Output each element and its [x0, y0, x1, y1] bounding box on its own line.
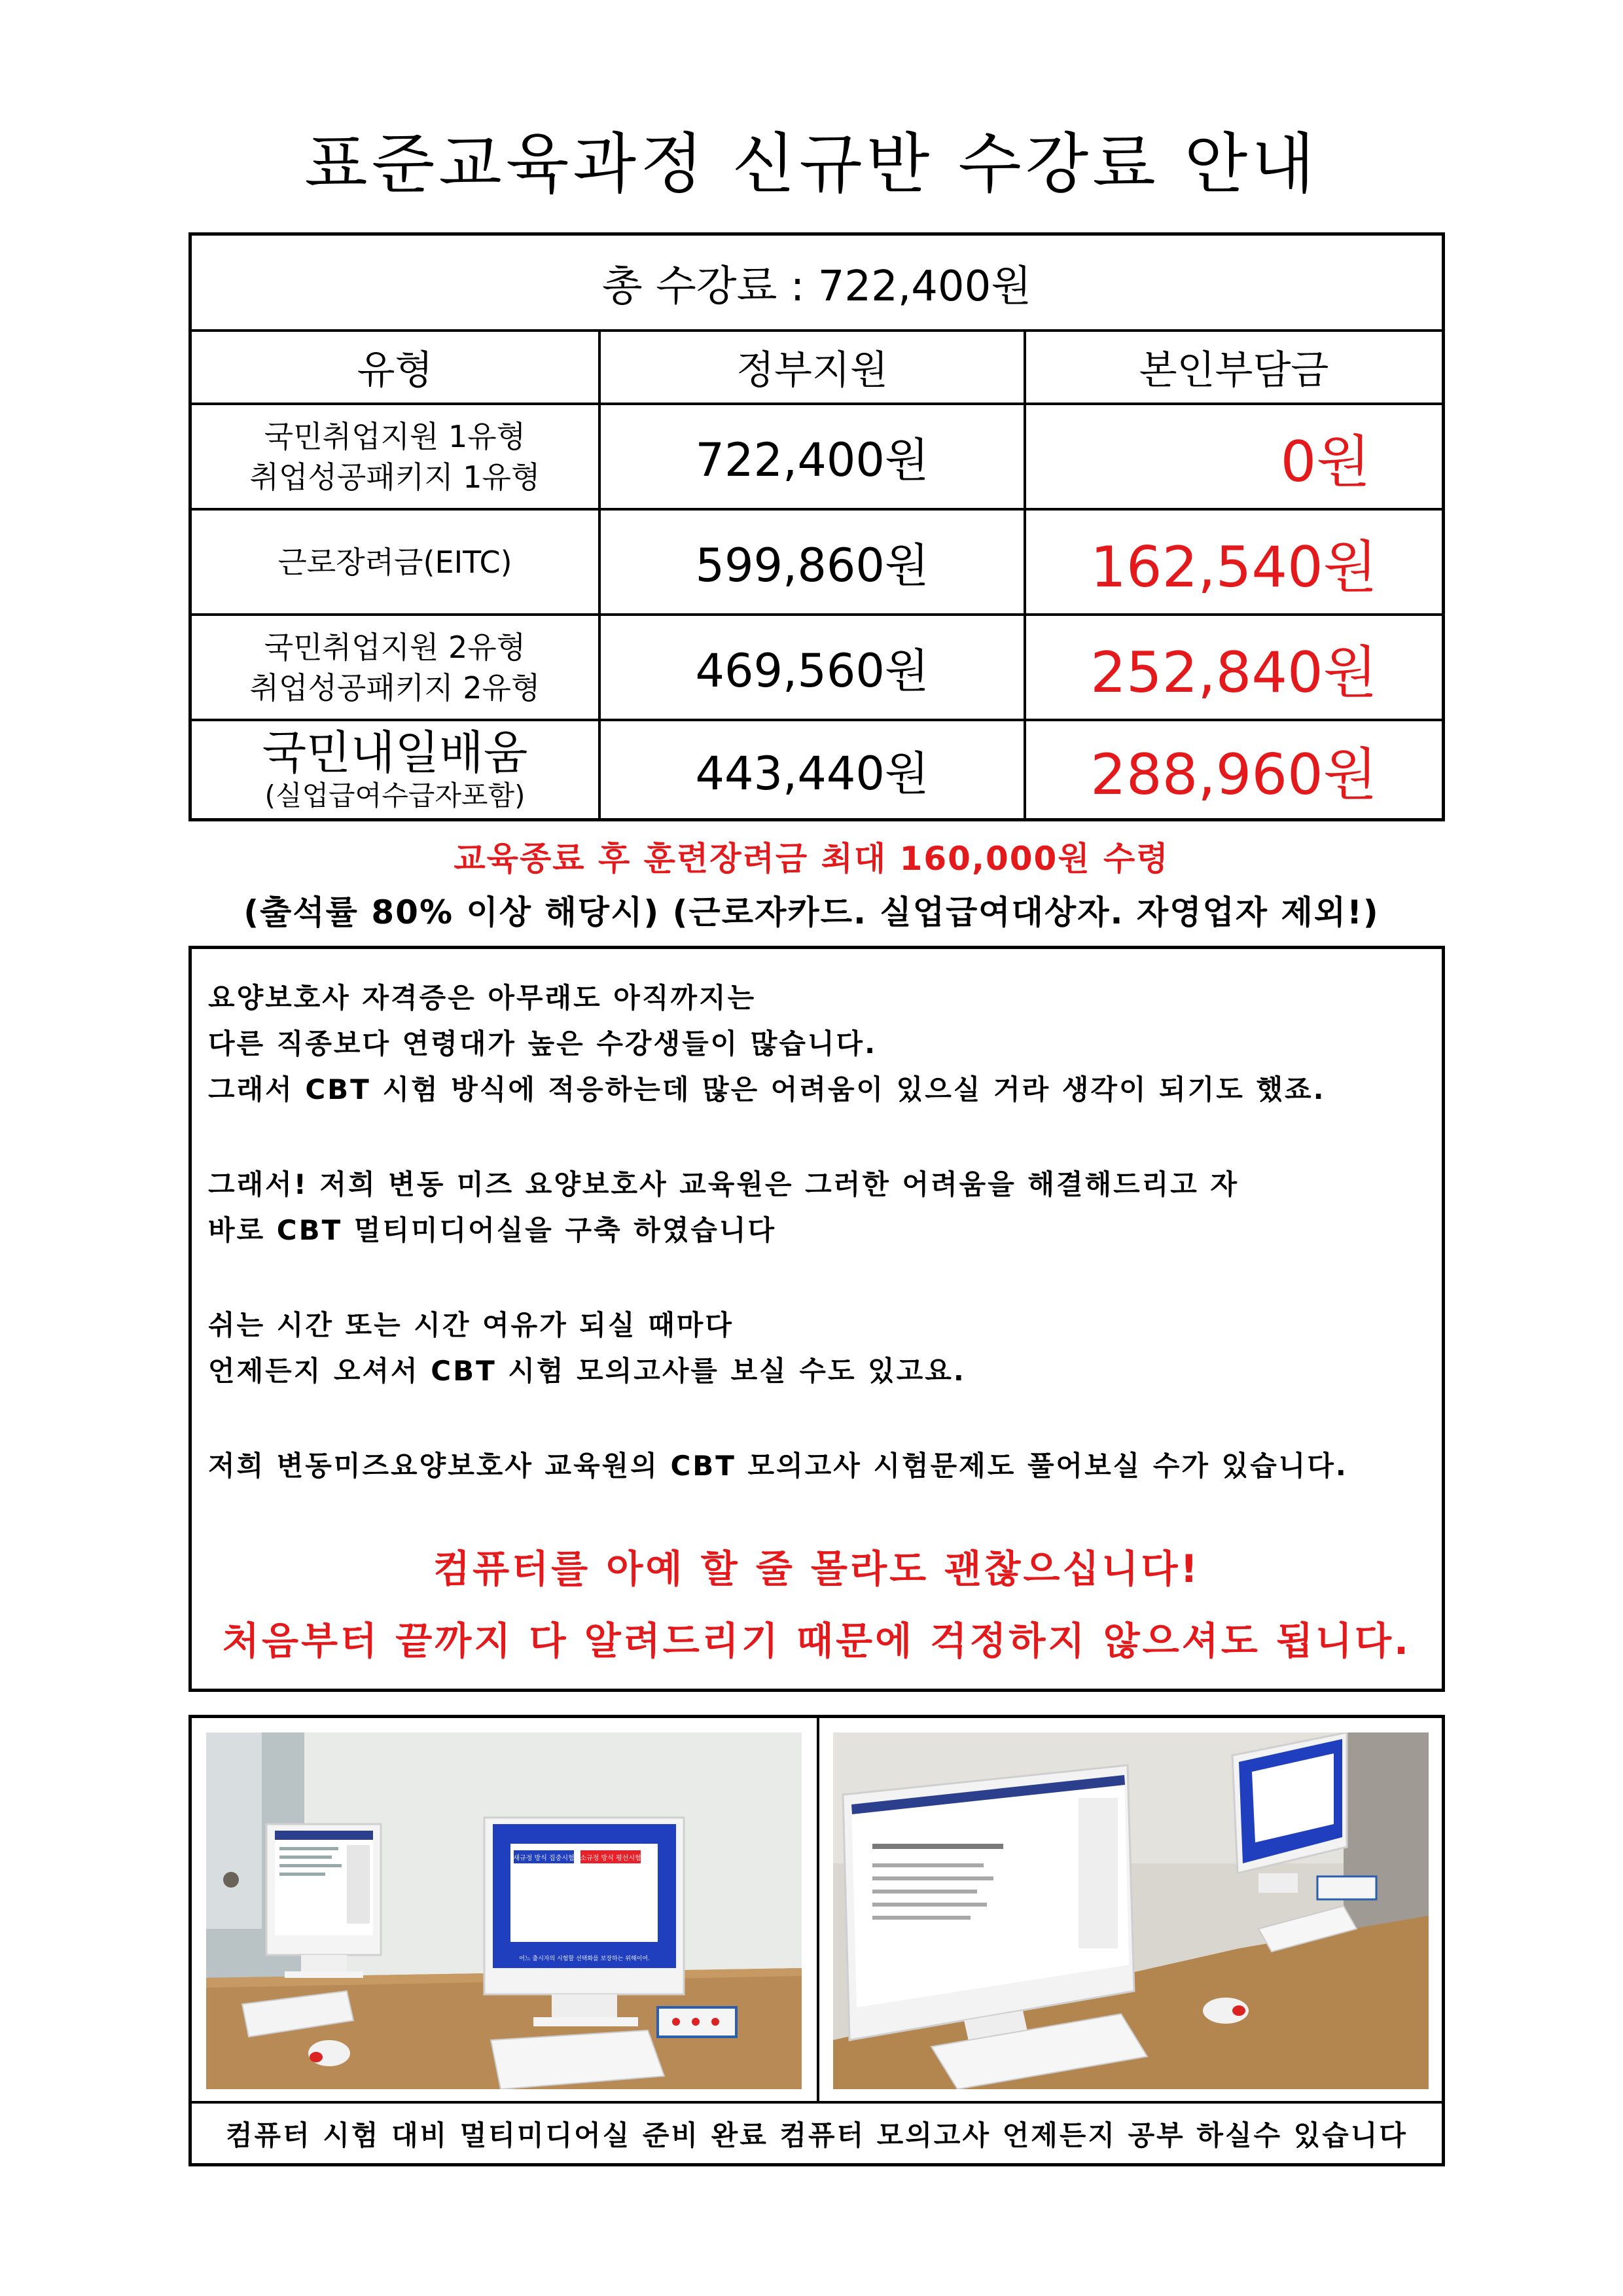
- self-amount: 252,840원: [1090, 639, 1378, 706]
- type-line: 취업성공패키지 1유형: [249, 459, 541, 495]
- type-cell: [192, 511, 601, 613]
- type-sub: (실업급여수급자포함): [264, 780, 526, 812]
- page-title: 표준교육과정 신규반 수강료 안내: [304, 126, 1319, 202]
- type-main: 국민내일배움: [262, 726, 528, 780]
- photo-box: [188, 1715, 1445, 2166]
- text-line: 바로 CBT 멀티미디어실을 구축 하였습니다: [208, 1214, 777, 1246]
- table-header: [192, 332, 1442, 405]
- screen-button-text: 소규정 방식 평선시험: [580, 1855, 641, 1862]
- type-cell: [192, 721, 601, 818]
- text-line: 요양보호사 자격증은 아무래도 아직까지는: [208, 982, 757, 1014]
- header-self-pay: 본인부담금: [1139, 348, 1329, 393]
- type-line: 취업성공패키지 2유형: [249, 670, 541, 706]
- header-type: 유형: [192, 332, 601, 403]
- text-line: 다른 직종보다 연령대가 높은 수강생들이 많습니다.: [208, 1028, 878, 1060]
- gov-amount: 599,860원: [601, 511, 1026, 613]
- header-gov-support: 정부지원: [601, 332, 1026, 403]
- paragraph: [208, 1302, 966, 1394]
- self-amount: 288,960원: [1090, 742, 1378, 808]
- screen-button-text: 새규정 방식 집중시험: [513, 1855, 575, 1862]
- table-row: [192, 511, 1442, 616]
- classroom-photo-right: [833, 1732, 1429, 2089]
- paragraph: [208, 975, 1326, 1113]
- highlight-line: 처음부터 끝까지 다 알려드리기 때문에 걱정하지 않으셔도 됩니다.: [222, 1619, 1412, 1663]
- type-cell: [192, 616, 601, 719]
- paragraph: [208, 1162, 1239, 1253]
- paragraph: [208, 1443, 1348, 1489]
- table-row: [192, 721, 1442, 818]
- gov-amount: 443,440원: [601, 721, 1026, 818]
- text-line: 저희 변동미즈요양보호사 교육원의 CBT 모의고사 시험문제도 풀어보실 수가 있습니다.: [208, 1450, 1348, 1482]
- gov-amount: 469,560원: [601, 616, 1026, 719]
- type-cell: [192, 405, 601, 508]
- condition-note: (출석률 80% 이상 해당시) (근로자카드. 실업급여대상자. 자영업자 제외!): [243, 893, 1380, 931]
- incentive-note: 교육종료 후 훈련장려금 최대 160,000원 수령: [454, 840, 1169, 878]
- fee-table: [188, 232, 1445, 821]
- table-row: [192, 405, 1442, 511]
- photo-caption: 컴퓨터 시험 대비 멀티미디어실 준비 완료 컴퓨터 모의고사 언제든지 공부 하실수 있습니다: [225, 2119, 1408, 2151]
- photo-divider: [817, 1718, 819, 2101]
- type-line: 근로장려금(EITC): [277, 544, 512, 580]
- text-line: 그래서 CBT 시험 방식에 적응하는데 많은 어려움이 있으실 거라 생각이 되기도 했죠.: [208, 1073, 1326, 1105]
- self-amount: 0원: [1280, 429, 1371, 495]
- screen-footer-text: 어느 출시자의 시험할 선택화를 보장하는 위해이여.: [519, 1956, 650, 1962]
- gov-amount: 722,400원: [601, 405, 1026, 508]
- total-fee: 총 수강료 : 722,400원: [192, 236, 1442, 332]
- classroom-photo-left: [206, 1732, 802, 2089]
- highlight-line: 컴퓨터를 아예 할 줄 몰라도 괜찮으십니다!: [433, 1547, 1200, 1591]
- table-row: [192, 616, 1442, 721]
- text-line: 그래서! 저희 변동 미즈 요양보호사 교육원은 그러한 어려움을 해결해드리고 자: [208, 1168, 1240, 1200]
- type-line: 국민취업지원 2유형: [264, 629, 526, 665]
- info-text-box: [188, 946, 1445, 1692]
- type-line: 국민취업지원 1유형: [264, 418, 526, 454]
- self-amount: 162,540원: [1090, 534, 1378, 600]
- text-line: 언제든지 오셔서 CBT 시험 모의고사를 보실 수도 있고요.: [208, 1355, 966, 1387]
- text-line: 쉬는 시간 또는 시간 여유가 되실 때마다: [208, 1309, 734, 1341]
